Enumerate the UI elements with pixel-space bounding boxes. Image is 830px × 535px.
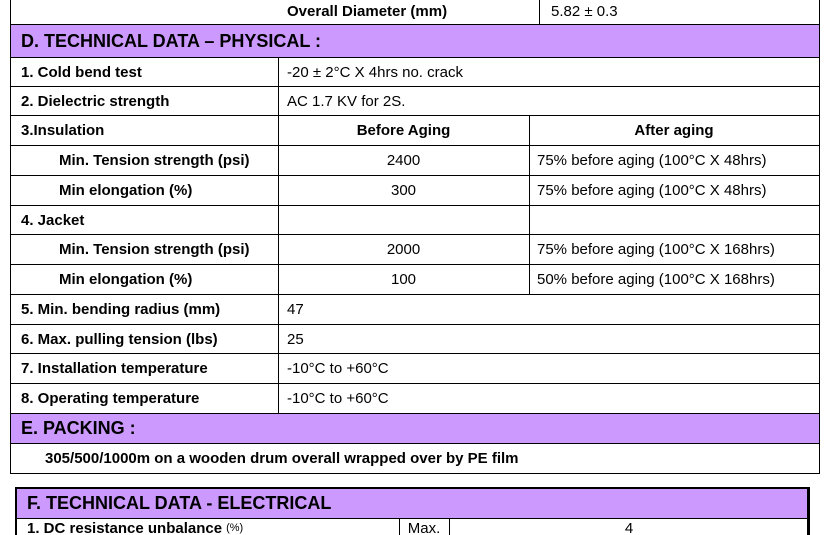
dc-resistance-label-group	[27, 513, 399, 535]
jacket-row	[10, 206, 820, 235]
install-temp-value: -10°C to +60°C	[287, 360, 389, 377]
dc-resistance-row	[17, 519, 807, 535]
section-f-box	[15, 487, 810, 535]
insulation-elongation-after: 75% before aging (100°C X 48hrs)	[537, 182, 767, 199]
insulation-tension-label: Min. Tension strength (psi)	[59, 152, 250, 169]
cold-bend-row	[10, 58, 820, 87]
overall-diameter-row	[10, 0, 820, 25]
dc-resistance-unit: (%)	[226, 522, 244, 534]
jacket-tension-label: Min. Tension strength (psi)	[59, 241, 250, 258]
insulation-tension-after: 75% before aging (100°C X 48hrs)	[537, 152, 767, 169]
dc-resistance-label: 1. DC resistance unbalance	[27, 519, 223, 535]
jacket-elongation-row	[10, 265, 820, 295]
dc-resistance-value: 4	[624, 519, 634, 535]
operating-temp-row	[10, 384, 820, 414]
operating-temp-label: 8. Operating temperature	[21, 390, 200, 407]
install-temp-row	[10, 354, 820, 384]
dielectric-label: 2. Dielectric strength	[21, 92, 170, 110]
jacket-tension-before: 2000	[386, 241, 421, 258]
packing-row	[10, 444, 820, 474]
insulation-tension-row	[10, 146, 820, 176]
jacket-elongation-label: Min elongation (%)	[59, 271, 193, 288]
pulling-tension-row	[10, 325, 820, 354]
insulation-label: 3.Insulation	[21, 122, 105, 139]
cold-bend-value: -20 ± 2°C X 4hrs no. crack	[287, 63, 463, 81]
operating-temp-value: -10°C to +60°C	[287, 390, 389, 407]
jacket-tension-after: 75% before aging (100°C X 168hrs)	[537, 241, 775, 258]
pulling-tension-label: 6. Max. pulling tension (lbs)	[21, 330, 218, 348]
packing-text: 305/500/1000m on a wooden drum overall wrapped over by PE film	[45, 450, 519, 467]
bending-radius-label: 5. Min. bending radius (mm)	[21, 301, 221, 318]
jacket-tension-row	[10, 235, 820, 265]
overall-diameter-label: Overall Diameter (mm)	[287, 2, 448, 20]
bending-radius-value: 47	[287, 301, 304, 318]
section-d-title: D. TECHNICAL DATA – PHYSICAL :	[21, 30, 322, 51]
section-d-header	[10, 25, 820, 58]
insulation-elongation-before: 300	[390, 182, 417, 199]
pulling-tension-value: 25	[287, 330, 304, 348]
section-e-header	[10, 414, 820, 444]
dc-resistance-qualifier: Max.	[407, 519, 441, 535]
section-f-title: F. TECHNICAL DATA - ELECTRICAL	[17, 489, 807, 519]
jacket-label: 4. Jacket	[21, 211, 85, 229]
dielectric-row	[10, 87, 820, 116]
before-aging-header: Before Aging	[356, 122, 451, 139]
jacket-elongation-after: 50% before aging (100°C X 168hrs)	[537, 271, 775, 288]
bending-radius-row	[10, 295, 820, 325]
insulation-elongation-row	[10, 176, 820, 206]
dielectric-value: AC 1.7 KV for 2S.	[287, 92, 406, 110]
after-aging-header: After aging	[634, 122, 714, 139]
section-e-title: E. PACKING :	[21, 418, 136, 438]
jacket-elongation-before: 100	[390, 271, 417, 288]
insulation-tension-before: 2400	[386, 152, 421, 169]
overall-diameter-value: 5.82 ± 0.3	[551, 2, 618, 20]
cold-bend-label: 1. Cold bend test	[21, 63, 142, 81]
insulation-row	[10, 116, 820, 146]
install-temp-label: 7. Installation temperature	[21, 360, 208, 377]
insulation-elongation-label: Min elongation (%)	[59, 182, 193, 199]
